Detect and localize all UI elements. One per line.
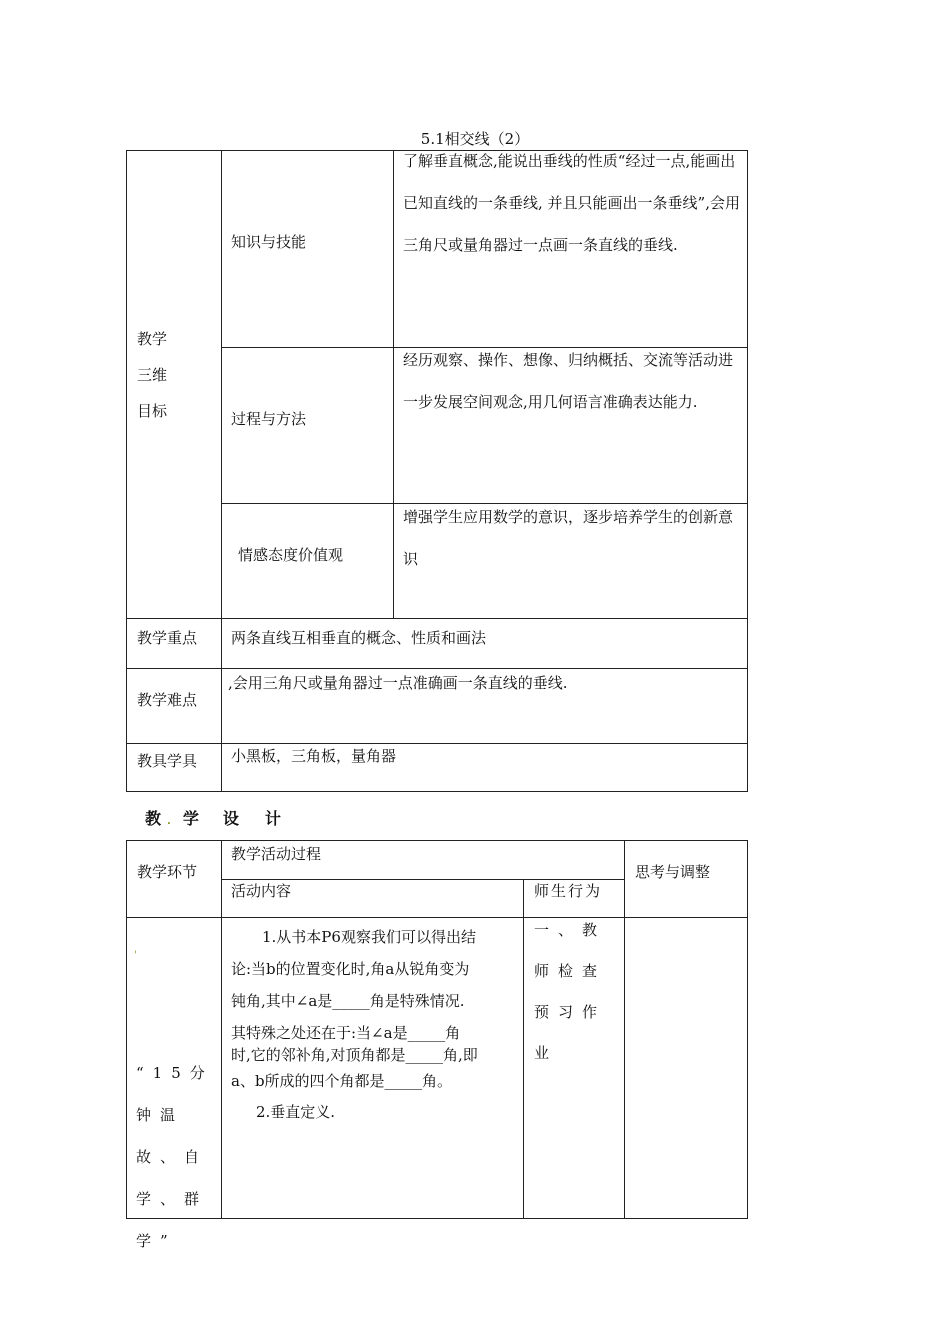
- design-heading: [145, 806, 281, 829]
- stage-text: “15分钟温故、自学、群学”: [136, 1064, 214, 1250]
- behavior-text: 一、教师检查预习作业: [534, 921, 607, 1062]
- key-point-label: 教学重点: [137, 629, 198, 647]
- objective-content-attitude: 增强学生应用数学的意识，逐步培养学生的创新意识: [403, 508, 734, 568]
- objective-name-attitude: 情感态度价值观: [238, 546, 344, 564]
- objective-name-knowledge: 知识与技能: [231, 233, 307, 251]
- col-content-header: 活动内容: [231, 882, 292, 900]
- content-line: 钝角,其中∠a是_____角是特殊情况.: [231, 992, 465, 1010]
- content-line: a、b所成的四个角都是_____角。: [231, 1072, 453, 1090]
- tools-value: 小黑板，三角板，量角器: [231, 747, 397, 765]
- difficult-point-label: 教学难点: [137, 691, 198, 709]
- objective-content-process: 经历观察、操作、想像、归纳概括、交流等活动进一步发展空间观念,用几何语言准确表达能力.: [403, 351, 734, 411]
- stage-mark: ': [134, 950, 137, 961]
- design-heading-char: 设: [222, 809, 239, 828]
- objectives-label-line: 三维: [137, 366, 168, 384]
- difficult-point-value: ,会用三角尺或量角器过一点准确画一条直线的垂线.: [228, 674, 568, 692]
- key-point-value: 两条直线互相垂直的概念、性质和画法: [231, 629, 487, 647]
- col-stage-header: 教学环节: [137, 863, 198, 881]
- tools-label: 教具学具: [137, 752, 198, 770]
- objectives-label-line: 教学: [137, 330, 168, 348]
- col-process-header: 教学活动过程: [231, 845, 322, 863]
- content-line: 其特殊之处还在于:当∠a是_____角: [231, 1024, 461, 1042]
- design-heading-dot: .: [167, 816, 171, 827]
- content-line: 2.垂直定义.: [256, 1103, 336, 1121]
- col-reflect-header: 思考与调整: [635, 863, 711, 881]
- objective-name-process: 过程与方法: [231, 410, 307, 428]
- design-heading-char: 计: [264, 809, 281, 828]
- design-heading-char: 教: [145, 809, 162, 828]
- design-heading-char: 学: [182, 809, 199, 828]
- objective-content-knowledge: 了解垂直概念,能说出垂线的性质“经过一点,能画出已知直线的一条垂线, 并且只能画出一条垂线”,会用三角尺或量角器过一点画一条直线的垂线.: [403, 152, 740, 254]
- content-line: 时,它的邻补角,对顶角都是_____角,即: [231, 1046, 478, 1064]
- page-title: 5.1相交线（2）: [420, 130, 530, 148]
- col-behavior-header: 师生行为: [534, 882, 603, 900]
- objectives-label-line: 目标: [137, 402, 168, 420]
- content-line: 1.从书本P6观察我们可以得出结: [262, 928, 476, 946]
- content-line: 论:当b的位置变化时,角a从锐角变为: [231, 960, 470, 978]
